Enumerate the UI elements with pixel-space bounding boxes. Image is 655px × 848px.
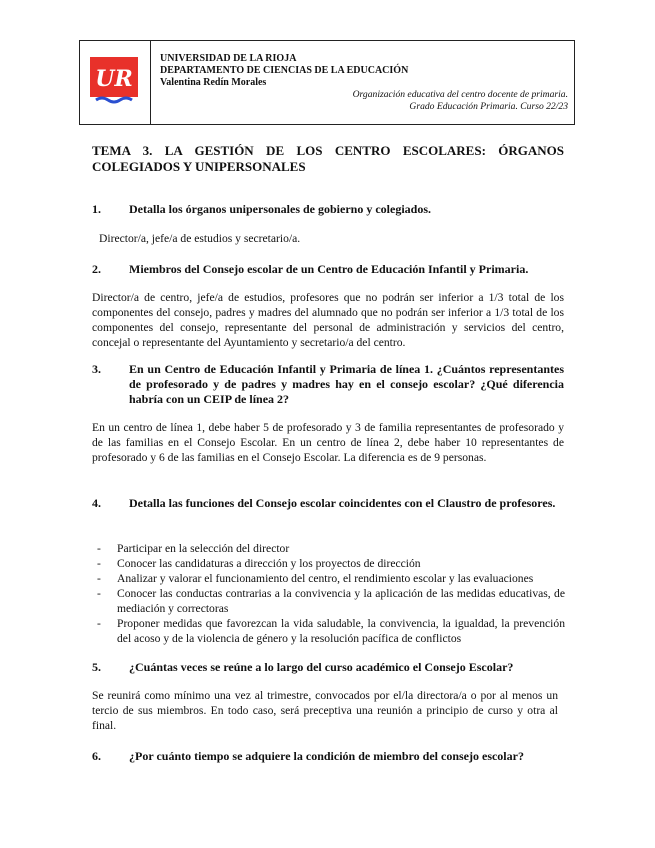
course-year: Grado Educación Primaria. Curso 22/23 bbox=[409, 101, 568, 112]
question-number: 3. bbox=[92, 362, 101, 376]
question-number: 6. bbox=[92, 749, 101, 763]
list-item: - Analizar y valorar el funcionamiento del centro, el rendimiento escolar y las evaluaciones bbox=[97, 572, 534, 585]
question-text: Detalla las funciones del Consejo escolar coincidentes con el Claustro de profesores. bbox=[129, 496, 556, 510]
course-info bbox=[238, 89, 568, 113]
page-title: TEMA 3. LA GESTIÓN DE LOS CENTRO ESCOLARES: ÓRGANOS COLEGIADOS Y UNIPERSONALES bbox=[92, 143, 564, 174]
logo-cell bbox=[80, 41, 150, 124]
list-item: - Proponer medidas que favorezcan la vida saludable, la convivencia, la igualdad, la prevención del acoso y de la violencia de género y la resolución pacífica de conflictos bbox=[97, 617, 565, 645]
question-number: 2. bbox=[92, 262, 101, 276]
ur-logo-icon bbox=[90, 57, 138, 105]
question-1 bbox=[92, 202, 562, 217]
question-6 bbox=[92, 749, 564, 764]
question-number: 5. bbox=[92, 660, 101, 674]
question-text: En un Centro de Educación Infantil y Primaria de línea 1. ¿Cuántos representantes de profesorado y de padres y madres hay en el consejo escolar? ¿Qué diferencia habría con un CEIP de línea 2? bbox=[129, 362, 564, 406]
question-4 bbox=[92, 496, 564, 511]
author-name: Valentina Redín Morales bbox=[160, 77, 267, 88]
question-5 bbox=[92, 660, 564, 675]
question-text: ¿Por cuánto tiempo se adquiere la condición de miembro del consejo escolar? bbox=[129, 749, 524, 763]
question-2 bbox=[92, 262, 562, 277]
university-logo bbox=[90, 57, 138, 105]
question-number: 1. bbox=[92, 202, 101, 216]
question-text: Detalla los órganos unipersonales de gobierno y colegiados. bbox=[129, 202, 432, 216]
svg-text:UR: UR bbox=[95, 66, 133, 92]
answer-3: En un centro de línea 1, debe haber 5 de profesorado y 3 de familia representantes de profesorado y de las familias en el Consejo Escolar. En un centro de línea 2, debe haber 10 representantes de profesorado y 6 de las familias en el Consejo Escolar. La diferencia es de 9 personas. bbox=[92, 421, 564, 464]
functions-list bbox=[95, 541, 565, 646]
question-text: Miembros del Consejo escolar de un Centro de Educación Infantil y Primaria. bbox=[129, 262, 529, 276]
document-header bbox=[79, 40, 575, 125]
question-text: ¿Cuántas veces se reúne a lo largo del curso académico el Consejo Escolar? bbox=[129, 660, 514, 674]
list-item: - Participar en la selección del director bbox=[97, 542, 290, 555]
answer-5: Se reunirá como mínimo una vez al trimestre, convocados por el/la directora/a o por al menos un tercio de sus miembros. En todo caso, será preceptiva una reunión a principio de curso y otra al final. bbox=[92, 689, 558, 732]
course-title: Organización educativa del centro docente de primaria. bbox=[352, 89, 568, 100]
answer-1: Director/a, jefe/a de estudios y secretario/a. bbox=[99, 232, 301, 245]
list-item: - Conocer las candidaturas a dirección y los proyectos de dirección bbox=[97, 557, 421, 570]
university-name: UNIVERSIDAD DE LA RIOJA bbox=[160, 53, 297, 64]
question-number: 4. bbox=[92, 496, 101, 510]
list-item: - Conocer las conductas contrarias a la convivencia y la aplicación de las medidas educativas, de mediación y correctoras bbox=[97, 587, 565, 615]
answer-2: Director/a de centro, jefe/a de estudios, profesores que no podrán ser inferior a 1/3 total de los componentes del consejo, padres y madres del alumnado que no podrán ser inferior a 1/3 total de los componentes del consejo, representante del personal de administración y servicios del centro, concejal o representante del Ayuntamiento y secretario/a del centro. bbox=[92, 291, 564, 349]
question-3 bbox=[92, 362, 564, 407]
department-name: DEPARTAMENTO DE CIENCIAS DE LA EDUCACIÓN bbox=[160, 65, 409, 76]
header-info bbox=[160, 53, 570, 89]
header-divider bbox=[150, 41, 151, 124]
